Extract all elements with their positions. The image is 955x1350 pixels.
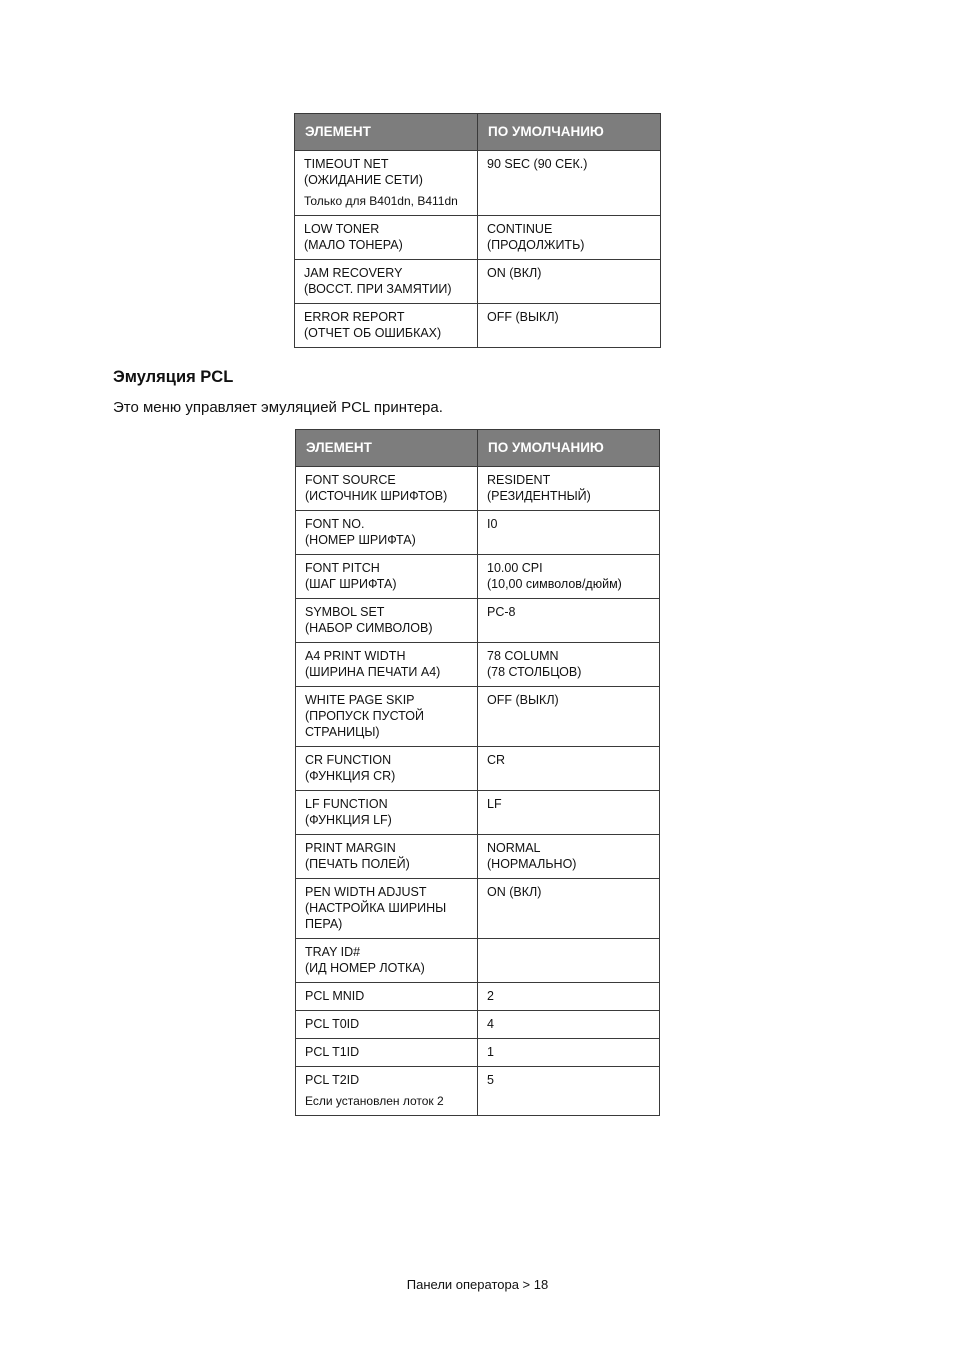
default-value: ON (ВКЛ) — [487, 266, 542, 280]
item-name: ERROR REPORT — [304, 310, 405, 324]
item-name: LF FUNCTION — [305, 797, 388, 811]
table-header-row — [295, 114, 661, 151]
table-row — [296, 1011, 660, 1039]
table-pcl-emulation — [295, 429, 660, 1116]
cell-default — [478, 791, 660, 835]
cell-item — [296, 791, 478, 835]
cell-item — [296, 1067, 478, 1116]
item-name-ru: (НОМЕР ШРИФТА) — [305, 533, 416, 547]
item-note: Только для B401dn, B411dn — [304, 194, 458, 208]
cell-item — [295, 151, 478, 216]
default-value-ru: (ПРОДОЛЖИТЬ) — [487, 238, 585, 252]
table-row — [296, 643, 660, 687]
cell-item — [296, 643, 478, 687]
item-name-ru: (ШИРИНА ПЕЧАТИ А4) — [305, 665, 441, 679]
cell-default — [478, 1067, 660, 1116]
default-value: OFF (ВЫКЛ) — [487, 310, 559, 324]
table-row — [295, 260, 661, 304]
cell-default — [478, 983, 660, 1011]
item-name-ru: (ИД НОМЕР ЛОТКА) — [305, 961, 425, 975]
item-name: JAM RECOVERY — [304, 266, 403, 280]
item-name: FONT PITCH — [305, 561, 380, 575]
item-name-ru: (ПЕЧАТЬ ПОЛЕЙ) — [305, 857, 410, 871]
cell-item — [295, 216, 478, 260]
cell-default — [478, 1039, 660, 1067]
cell-item — [296, 879, 478, 939]
cell-default — [478, 643, 660, 687]
item-name: PCL T0ID — [305, 1017, 360, 1031]
item-name-ru: (ФУНКЦИЯ LF) — [305, 813, 392, 827]
cell-item — [296, 599, 478, 643]
item-name: PEN WIDTH ADJUST — [305, 885, 427, 899]
item-name: A4 PRINT WIDTH — [305, 649, 406, 663]
cell-item — [296, 747, 478, 791]
item-name: PCL MNID — [305, 989, 365, 1003]
section-description: Это меню управляет эмуляцией PCL принтера. — [113, 399, 443, 416]
item-name: TIMEOUT NET — [304, 157, 389, 171]
default-value: PC-8 — [487, 605, 516, 619]
default-value: CONTINUE — [487, 222, 553, 236]
cell-item — [295, 304, 478, 348]
default-value: LF — [487, 797, 502, 811]
cell-default — [478, 511, 660, 555]
default-value: 10.00 CPI — [487, 561, 543, 575]
item-name-ru: (ОТЧЕТ ОБ ОШИБКАХ) — [304, 326, 442, 340]
default-value: 5 — [487, 1073, 494, 1087]
cell-default — [478, 260, 661, 304]
table-row — [295, 304, 661, 348]
default-value: 2 — [487, 989, 494, 1003]
item-name-ru: (НАБОР СИМВОЛОВ) — [305, 621, 433, 635]
column-header-default: ПО УМОЛЧАНИЮ — [478, 430, 660, 467]
default-value: 78 COLUMN — [487, 649, 559, 663]
item-name: PCL T1ID — [305, 1045, 360, 1059]
table-timeout-settings — [294, 113, 661, 348]
cell-item — [296, 939, 478, 983]
table-row — [296, 1067, 660, 1116]
cell-default — [478, 467, 660, 511]
table-header-row — [296, 430, 660, 467]
item-name-ru: (ШАГ ШРИФТА) — [305, 577, 397, 591]
item-name: TRAY ID# — [305, 945, 361, 959]
table-row — [296, 835, 660, 879]
page-footer: Панели оператора > 18 — [406, 1277, 549, 1292]
item-name: WHITE PAGE SKIP — [305, 693, 415, 707]
cell-default — [478, 835, 660, 879]
cell-default — [478, 304, 661, 348]
default-value: 1 — [487, 1045, 494, 1059]
cell-default — [478, 747, 660, 791]
table-row — [296, 599, 660, 643]
item-name-ru: (МАЛО ТОНЕРА) — [304, 238, 403, 252]
cell-default — [478, 687, 660, 747]
cell-item — [296, 983, 478, 1011]
table-row — [296, 687, 660, 747]
default-value: RESIDENT — [487, 473, 551, 487]
section-heading: Эмуляция PCL — [113, 368, 234, 386]
default-value: ON (ВКЛ) — [487, 885, 542, 899]
table-row — [295, 151, 661, 216]
cell-item — [296, 1011, 478, 1039]
cell-default — [478, 879, 660, 939]
item-name: PRINT MARGIN — [305, 841, 396, 855]
default-value: I0 — [487, 517, 498, 531]
table-row — [296, 879, 660, 939]
cell-item — [296, 511, 478, 555]
item-name-ru: (ВОССТ. ПРИ ЗАМЯТИИ) — [304, 282, 452, 296]
cell-item — [295, 260, 478, 304]
cell-item — [296, 1039, 478, 1067]
table-row — [296, 1039, 660, 1067]
cell-default — [478, 599, 660, 643]
cell-item — [296, 467, 478, 511]
default-value: NORMAL — [487, 841, 541, 855]
item-name: SYMBOL SET — [305, 605, 385, 619]
default-value: 4 — [487, 1017, 494, 1031]
default-value-ru: (10,00 символов/дюйм) — [487, 577, 622, 591]
default-value-ru: (78 СТОЛБЦОВ) — [487, 665, 582, 679]
default-value: OFF (ВЫКЛ) — [487, 693, 559, 707]
default-value-ru: (РЕЗИДЕНТНЫЙ) — [487, 489, 591, 503]
cell-item — [296, 835, 478, 879]
column-header-item: ЭЛЕМЕНТ — [295, 114, 478, 151]
cell-default — [478, 555, 660, 599]
cell-item — [296, 687, 478, 747]
cell-item — [296, 555, 478, 599]
item-name: LOW TONER — [304, 222, 380, 236]
item-note: Если установлен лоток 2 — [305, 1094, 444, 1108]
item-name: FONT NO. — [305, 517, 365, 531]
default-value-ru: (НОРМАЛЬНО) — [487, 857, 577, 871]
item-name-ru: (НАСТРОЙКА ШИРИНЫ ПЕРА) — [305, 901, 447, 931]
table-row — [295, 216, 661, 260]
item-name-ru: (ФУНКЦИЯ CR) — [305, 769, 396, 783]
table-row — [296, 983, 660, 1011]
column-header-default: ПО УМОЛЧАНИЮ — [478, 114, 661, 151]
table-row — [296, 467, 660, 511]
table-row — [296, 791, 660, 835]
cell-default — [478, 939, 660, 983]
item-name-ru: (ИСТОЧНИК ШРИФТОВ) — [305, 489, 448, 503]
default-value: CR — [487, 753, 506, 767]
item-name-ru: (ПРОПУСК ПУСТОЙ СТРАНИЦЫ) — [305, 709, 424, 739]
item-name: CR FUNCTION — [305, 753, 392, 767]
table-row — [296, 747, 660, 791]
item-name: PCL T2ID — [305, 1073, 360, 1087]
table-row — [296, 511, 660, 555]
item-name: FONT SOURCE — [305, 473, 396, 487]
cell-default — [478, 1011, 660, 1039]
cell-default — [478, 151, 661, 216]
cell-default — [478, 216, 661, 260]
column-header-item: ЭЛЕМЕНТ — [296, 430, 478, 467]
item-name-ru: (ОЖИДАНИЕ СЕТИ) — [304, 173, 423, 187]
default-value: 90 SEC (90 СЕК.) — [487, 157, 588, 171]
table-row — [296, 555, 660, 599]
table-row — [296, 939, 660, 983]
